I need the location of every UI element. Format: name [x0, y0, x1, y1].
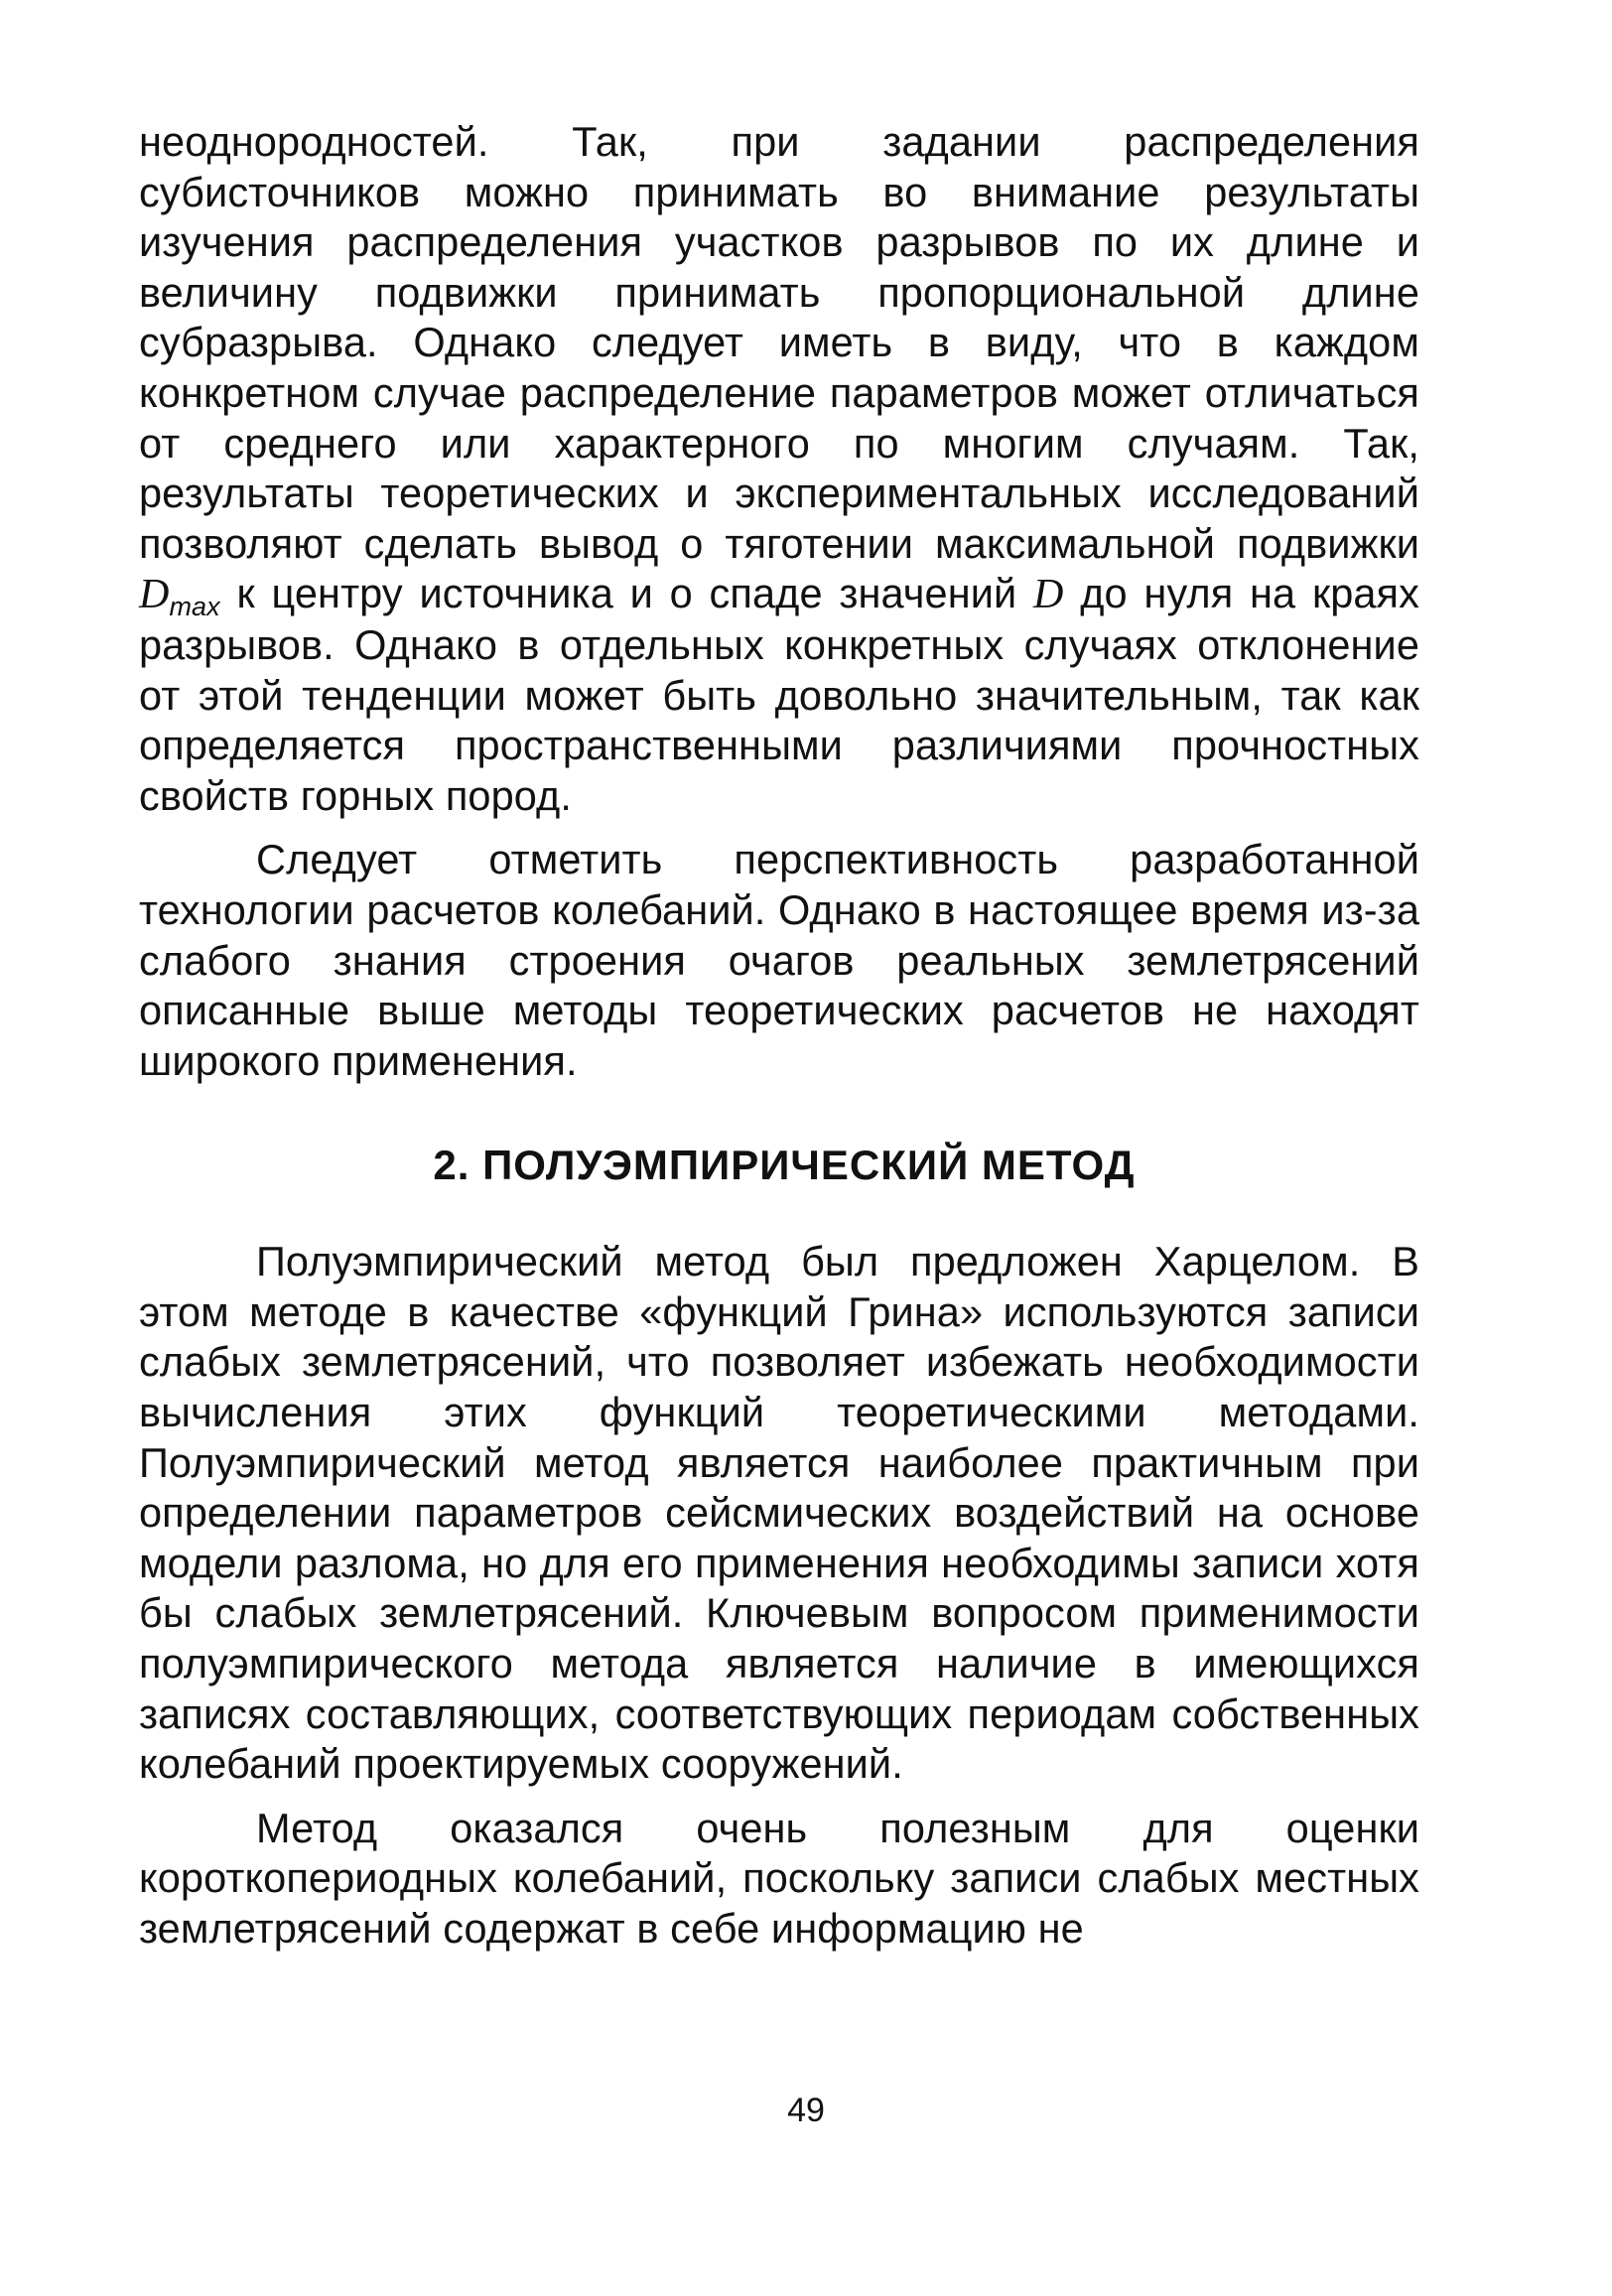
section-heading: 2. ПОЛУЭМПИРИЧЕСКИЙ МЕТОД	[433, 1142, 1136, 1189]
paragraph-1-text-c: до нуля на краях разрывов. Однако в отдельных конкретных случаях отклонение от этой тенденции может быть довольно значительным, так как определяется пространственными различиями прочностных свойств горных пород.	[139, 570, 1419, 819]
page-body	[139, 117, 1419, 1955]
paragraph-1-text-b: к центру источника и о спаде значений	[219, 570, 1034, 617]
paragraph-3: Полуэмпирический метод был предложен Харцелом. В этом методе в качестве «функций Грина» используются записи слабых землетрясений, что позволяет избежать необходимости вычисления этих функций теоретическими методами. Полуэмпирический метод является наиболее практичным при определении параметров сейсмических воздействий на основе модели разлома, но для его применения необходимы записи хотя бы слабых землетрясений. Ключевым вопросом применимости полуэмпирического метода является наличие в имеющихся записях составляющих, соответствующих периодам собственных колебаний проектируемых сооружений.	[139, 1238, 1419, 1788]
dmax-letter: D	[139, 572, 170, 618]
paragraph-1-text-a: неоднородностей. Так, при задании распределения субисточников можно принимать во внимание результаты изучения распределения участков разрывов по их длине и величину подвижки принимать пропорциональной длине субразрыва. Однако следует иметь в виду, что в каждом конкретном случае распределение параметров может отличаться от среднего или характерного по многим случаям. Так, результаты теоретических и экспериментальных исследований позволяют сделать вывод о тяготении максимальной подвижки	[139, 118, 1419, 567]
dmax-symbol	[139, 572, 220, 622]
paragraph-2: Следует отметить перспективность разработанной технологии расчетов колебаний. Однако в настоящее время из-за слабого знания строения очагов реальных землетрясений описанные выше методы теоретических расчетов не находят широкого применения.	[139, 836, 1419, 1084]
paragraph-4: Метод оказался очень полезным для оценки короткопериодных колебаний, поскольку записи слабых местных землетрясений содержат в себе информацию не	[139, 1804, 1419, 1952]
paragraph-1	[139, 117, 1419, 821]
page-number: 49	[787, 2092, 825, 2129]
d-symbol: D	[1033, 572, 1064, 618]
dmax-subscript: max	[169, 592, 220, 622]
